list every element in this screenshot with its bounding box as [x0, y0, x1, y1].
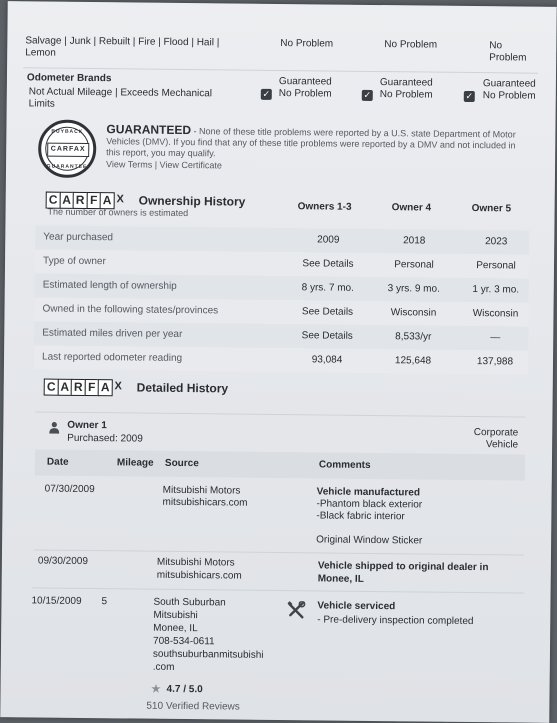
entry-source: Mitsubishi Motors: [156, 556, 235, 569]
table-row: Estimated length of ownership 8 yrs. 7 mo. 3 yrs. 9 mo. 1 yr. 3 mo.: [35, 273, 529, 302]
entry-source: 708-534-0611: [153, 635, 215, 648]
divider: [35, 411, 525, 417]
column-header: Owner 5: [471, 203, 512, 215]
guarantee-heading: GUARANTEED: [106, 122, 192, 138]
table-row: Last reported odometer reading 93,084 125,648 137,988: [34, 345, 528, 374]
entry-comment: Monee, IL: [317, 573, 364, 585]
dealer-website-link[interactable]: southsuburbanmitsubishi: [152, 648, 264, 661]
entry-comment-title: Vehicle shipped to original dealer in: [317, 560, 489, 574]
dealer-website-link[interactable]: .com: [152, 661, 175, 673]
divider: [32, 587, 524, 593]
dealer-rating: 4.7 / 5.0: [166, 683, 203, 696]
star-icon: ★: [150, 681, 162, 696]
entry-source: Mitsubishi Motors: [162, 484, 241, 497]
history-header: Date Mileage Source Comments: [35, 449, 525, 480]
carfax-logo: C A R F A X: [46, 192, 124, 210]
column-header: Owner 4: [391, 202, 432, 214]
check-icon: ✓: [363, 89, 372, 100]
odometer-value-1: Guaranteed No Problem: [278, 75, 332, 100]
owner-purchased: Purchased: 2009: [67, 432, 143, 445]
entry-source: mitsubishicars.com: [156, 569, 242, 582]
window-sticker-link[interactable]: Original Window Sticker: [316, 534, 423, 547]
entry-comment: - Pre-delivery inspection completed: [317, 614, 474, 628]
carfax-logo: C A R F A X: [44, 379, 122, 397]
odometer-value-3: Guaranteed No Problem: [482, 78, 536, 102]
entry-date: 10/15/2009: [31, 595, 82, 607]
salvage-value-3: No Problem: [489, 40, 527, 64]
table-row: Year purchased 2009 2018 2023: [35, 225, 529, 254]
entry-source: Monee, IL: [153, 622, 198, 635]
wrench-icon: [287, 601, 305, 619]
carfax-guarantee-seal-icon: BUYBACK CARFAX GUARANTEE: [38, 119, 97, 178]
salvage-value-2: No Problem: [384, 39, 438, 51]
entry-source: South Suburban: [153, 596, 226, 609]
guarantee-links[interactable]: View Terms | View Certificate: [106, 159, 222, 171]
entry-comment: -Phantom black exterior: [316, 498, 423, 511]
detailed-title: Detailed History: [136, 380, 229, 396]
check-icon: ✓: [262, 88, 271, 99]
column-header: Owners 1-3: [297, 201, 352, 213]
divider: [34, 549, 524, 555]
entry-comment-title: Vehicle serviced: [317, 600, 396, 613]
table-row: Type of owner See Details Personal Personal: [35, 249, 529, 278]
dealer-reviews-link[interactable]: 510 Verified Reviews: [146, 700, 240, 713]
ownership-title: Ownership History: [138, 193, 246, 209]
salvage-value-1: No Problem: [280, 38, 334, 50]
salvage-label: Salvage | Junk | Rebuilt | Fire | Flood | Hail | Lemon: [25, 35, 220, 59]
entry-mileage: 5: [101, 596, 108, 608]
owner-label: Owner 1: [67, 419, 107, 432]
report-page: [0, 1, 556, 723]
entry-date: 09/30/2009: [37, 555, 89, 568]
odometer-heading: Odometer Brands: [26, 72, 112, 85]
guarantee-text: GUARANTEED - None of these title problems were reported by a U.S. state Department of Motor Vehicles (DMV). If you find that any of these title problems were reported by a DMV and not included in this report, you may qualify.: [106, 122, 516, 159]
entry-comment-title: Vehicle manufactured: [316, 486, 421, 499]
ownership-subtitle: The number of owners is estimated: [47, 206, 189, 219]
odometer-value-2: Guaranteed No Problem: [379, 77, 433, 101]
odometer-label: Not Actual Mileage | Exceeds Mechanical Limits: [28, 86, 213, 110]
owner-type: Corporate Vehicle: [473, 427, 519, 451]
entry-date: 07/30/2009: [44, 483, 95, 496]
check-icon: ✓: [465, 90, 474, 102]
table-row: Estimated miles driven per year See Details 8,533/yr —: [34, 321, 528, 350]
entry-source: mitsubishicars.com: [162, 496, 248, 509]
entry-comment: -Black fabric interior: [316, 510, 405, 523]
entry-source: Mitsubishi: [153, 609, 198, 622]
person-icon: [49, 422, 59, 434]
table-row: Owned in the following states/provinces See Details Wisconsin Wisconsin: [34, 297, 528, 326]
